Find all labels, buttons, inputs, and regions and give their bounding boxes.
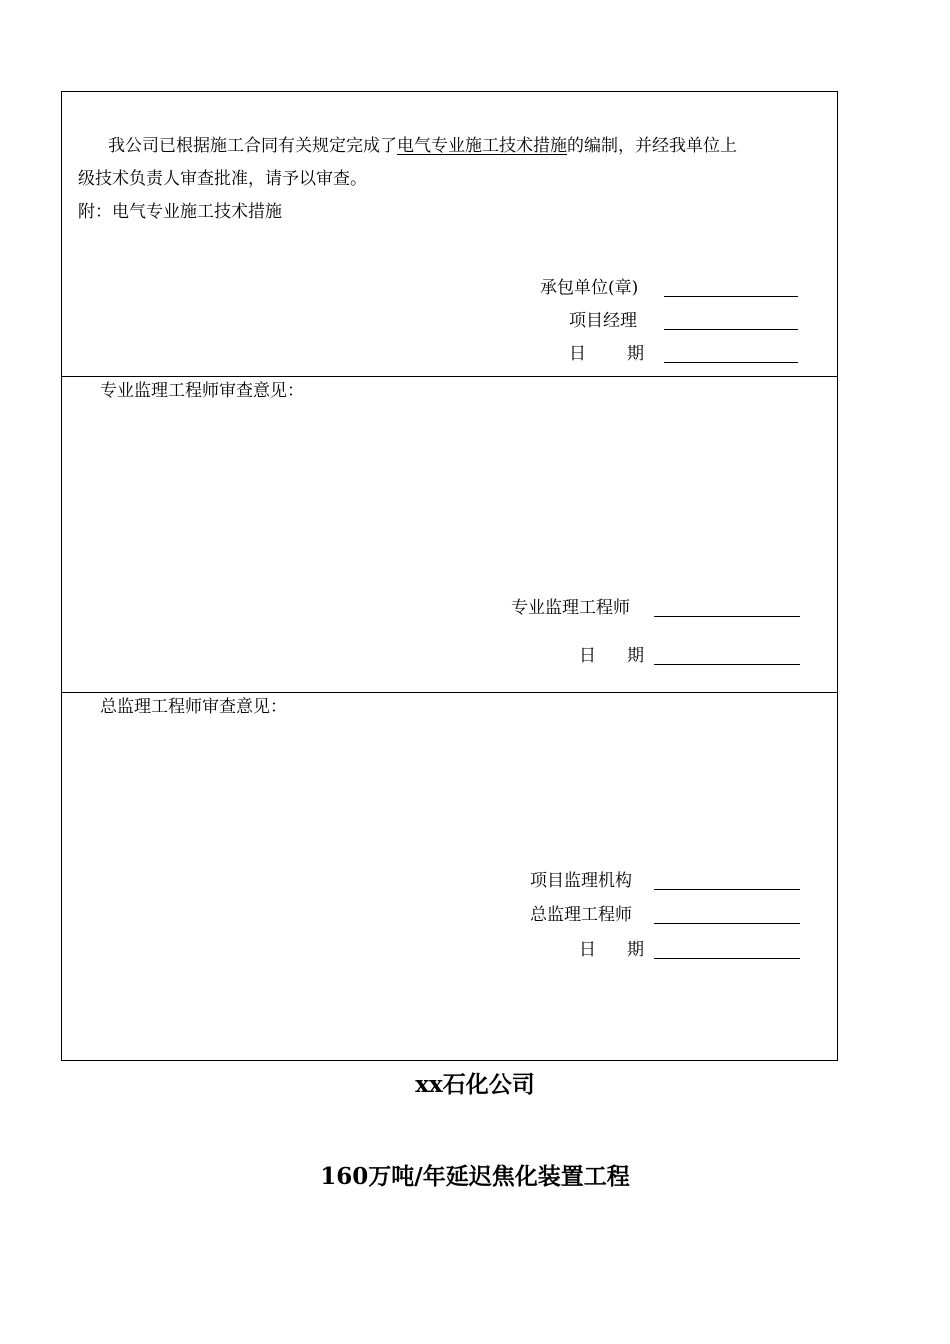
submission-subject: 电气专业施工技术措施 <box>397 136 567 156</box>
supervision-org-signature-line[interactable] <box>654 889 800 890</box>
date-signature-line-2[interactable] <box>654 664 800 665</box>
date-label-2b: 期 <box>627 646 644 666</box>
date-label-3b: 期 <box>627 940 644 960</box>
project-manager-label: 项目经理 <box>569 311 637 331</box>
date-signature-line-1[interactable] <box>664 362 798 363</box>
date-label-1a: 日 <box>569 344 586 364</box>
date-signature-line-3[interactable] <box>654 958 800 959</box>
date-label-3a: 日 <box>579 940 596 960</box>
specialty-engineer-heading: 专业监理工程师审查意见： <box>100 381 304 401</box>
contractor-signature-line[interactable] <box>664 296 798 297</box>
chief-engineer-heading: 总监理工程师审查意见： <box>100 697 287 717</box>
approval-form-table <box>61 91 838 1061</box>
specialty-engineer-signature-line[interactable] <box>654 616 800 617</box>
submission-line-1 <box>108 136 737 156</box>
submission-line-2: 级技术负责人审查批准，请予以审查。 <box>78 169 367 189</box>
chief-engineer-signature-line[interactable] <box>654 923 800 924</box>
row-divider-1 <box>62 376 837 377</box>
project-title: 160万吨/年延迟焦化装置工程 <box>320 1163 630 1190</box>
contractor-label: 承包单位(章) <box>540 278 639 298</box>
submission-text-post: 的编制，并经我单位上 <box>567 136 737 156</box>
submission-text-pre: 我公司已根据施工合同有关规定完成了 <box>108 136 397 156</box>
attachment-line: 附：电气专业施工技术措施 <box>78 202 282 222</box>
supervision-org-label: 项目监理机构 <box>530 871 632 891</box>
date-label-1b: 期 <box>627 344 644 364</box>
date-label-2a: 日 <box>579 646 596 666</box>
chief-engineer-label: 总监理工程师 <box>530 905 632 925</box>
company-title: xx石化公司 <box>415 1071 535 1098</box>
project-manager-signature-line[interactable] <box>664 329 798 330</box>
row-divider-2 <box>62 692 837 693</box>
specialty-engineer-label: 专业监理工程师 <box>511 598 630 618</box>
